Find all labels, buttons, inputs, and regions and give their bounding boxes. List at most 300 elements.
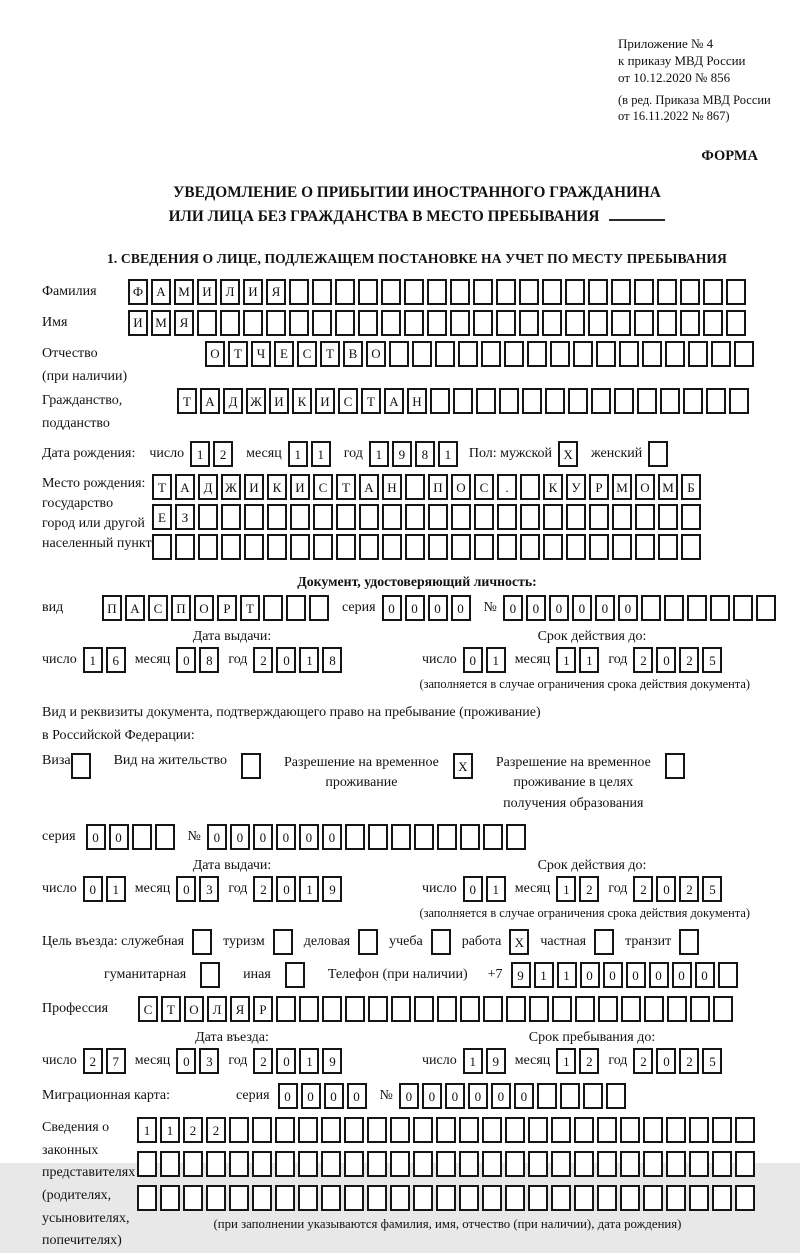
char-box[interactable] [241,753,261,779]
char-box[interactable] [321,1117,341,1143]
char-box[interactable]: А [175,474,195,500]
char-box[interactable] [679,929,699,955]
char-box[interactable] [367,1185,387,1211]
char-box[interactable]: 8 [322,647,342,673]
char-box[interactable]: М [612,474,632,500]
char-box[interactable] [575,996,595,1022]
char-box[interactable] [687,595,707,621]
char-box[interactable] [594,929,614,955]
char-box[interactable] [710,595,730,621]
char-box[interactable] [506,824,526,850]
char-box[interactable] [404,310,424,336]
char-box[interactable]: . [497,474,517,500]
char-box[interactable] [552,996,572,1022]
char-box[interactable] [244,534,264,560]
char-box[interactable] [657,310,677,336]
char-box[interactable] [358,929,378,955]
char-box[interactable] [289,279,309,305]
char-box[interactable] [620,1185,640,1211]
char-box[interactable]: Р [217,595,237,621]
char-box[interactable]: 0 [253,824,273,850]
char-box[interactable] [574,1151,594,1177]
char-box[interactable] [71,753,91,779]
char-box[interactable]: 2 [253,876,273,902]
char-box[interactable] [390,1185,410,1211]
char-box[interactable]: П [102,595,122,621]
char-box[interactable]: 1 [486,876,506,902]
char-box[interactable] [175,534,195,560]
char-box[interactable] [551,1151,571,1177]
char-box[interactable] [634,279,654,305]
char-box[interactable] [666,1185,686,1211]
char-box[interactable] [520,504,540,530]
char-box[interactable]: У [566,474,586,500]
char-box[interactable] [689,1185,709,1211]
char-box[interactable] [643,1185,663,1211]
char-box[interactable] [198,534,218,560]
char-box[interactable] [566,534,586,560]
char-box[interactable]: О [451,474,471,500]
char-box[interactable]: 0 [626,962,646,988]
char-box[interactable] [574,1117,594,1143]
char-box[interactable] [504,341,524,367]
char-box[interactable] [566,504,586,530]
char-box[interactable] [312,279,332,305]
char-box[interactable] [390,1151,410,1177]
char-box[interactable] [137,1151,157,1177]
char-box[interactable]: X [558,441,578,467]
char-box[interactable] [243,310,263,336]
char-box[interactable] [198,504,218,530]
char-box[interactable]: 0 [299,824,319,850]
char-box[interactable] [390,1117,410,1143]
char-box[interactable]: 1 [556,1048,576,1074]
char-box[interactable]: Ж [221,474,241,500]
char-box[interactable] [542,279,562,305]
char-box[interactable] [496,310,516,336]
char-box[interactable] [621,996,641,1022]
char-box[interactable] [183,1185,203,1211]
char-box[interactable] [597,1117,617,1143]
char-box[interactable]: Я [266,279,286,305]
char-box[interactable] [614,388,634,414]
char-box[interactable]: 1 [190,441,210,467]
char-box[interactable]: С [297,341,317,367]
char-box[interactable]: А [359,474,379,500]
char-box[interactable]: 1 [160,1117,180,1143]
char-box[interactable] [641,595,661,621]
char-box[interactable]: Б [681,474,701,500]
char-box[interactable] [542,310,562,336]
char-box[interactable] [505,1185,525,1211]
char-box[interactable]: Т [240,595,260,621]
char-box[interactable] [430,388,450,414]
char-box[interactable] [229,1151,249,1177]
char-box[interactable] [160,1151,180,1177]
char-box[interactable]: 1 [299,876,319,902]
char-box[interactable] [734,341,754,367]
char-box[interactable] [321,1151,341,1177]
char-box[interactable] [221,534,241,560]
char-box[interactable]: Е [274,341,294,367]
char-box[interactable] [729,388,749,414]
char-box[interactable]: 0 [595,595,615,621]
char-box[interactable] [299,996,319,1022]
char-box[interactable]: Р [253,996,273,1022]
char-box[interactable] [413,1185,433,1211]
char-box[interactable] [436,1151,456,1177]
char-box[interactable]: 2 [253,647,273,673]
char-box[interactable] [458,341,478,367]
char-box[interactable]: 2 [679,647,699,673]
char-box[interactable] [733,595,753,621]
char-box[interactable]: 0 [649,962,669,988]
char-box[interactable] [285,962,305,988]
char-box[interactable]: Д [223,388,243,414]
char-box[interactable] [680,310,700,336]
char-box[interactable] [344,1151,364,1177]
char-box[interactable]: 1 [534,962,554,988]
char-box[interactable] [643,1117,663,1143]
char-box[interactable] [451,534,471,560]
char-box[interactable] [309,595,329,621]
char-box[interactable] [252,1151,272,1177]
char-box[interactable] [690,996,710,1022]
char-box[interactable]: 9 [392,441,412,467]
char-box[interactable] [459,1117,479,1143]
char-box[interactable]: 0 [451,595,471,621]
char-box[interactable] [545,388,565,414]
char-box[interactable]: А [200,388,220,414]
char-box[interactable] [634,310,654,336]
char-box[interactable] [414,996,434,1022]
char-box[interactable] [137,1185,157,1211]
char-box[interactable]: 1 [369,441,389,467]
char-box[interactable] [606,1083,626,1109]
char-box[interactable] [589,504,609,530]
char-box[interactable]: З [175,504,195,530]
char-box[interactable] [358,310,378,336]
char-box[interactable] [321,1185,341,1211]
char-box[interactable] [689,1117,709,1143]
char-box[interactable]: 0 [301,1083,321,1109]
char-box[interactable] [658,534,678,560]
char-box[interactable] [527,341,547,367]
char-box[interactable] [273,929,293,955]
char-box[interactable]: П [428,474,448,500]
char-box[interactable]: 0 [276,876,296,902]
char-box[interactable] [428,534,448,560]
char-box[interactable] [637,388,657,414]
char-box[interactable] [437,996,457,1022]
char-box[interactable] [389,341,409,367]
char-box[interactable] [391,824,411,850]
char-box[interactable] [713,996,733,1022]
char-box[interactable]: О [366,341,386,367]
char-box[interactable] [391,996,411,1022]
char-box[interactable] [459,1185,479,1211]
char-box[interactable] [519,310,539,336]
char-box[interactable]: 2 [679,876,699,902]
char-box[interactable]: Т [177,388,197,414]
char-box[interactable] [290,504,310,530]
char-box[interactable] [506,996,526,1022]
char-box[interactable] [635,534,655,560]
char-box[interactable]: 0 [468,1083,488,1109]
char-box[interactable]: 5 [702,876,722,902]
char-box[interactable] [405,474,425,500]
char-box[interactable] [290,534,310,560]
char-box[interactable] [565,279,585,305]
char-box[interactable] [597,1185,617,1211]
char-box[interactable]: И [315,388,335,414]
char-box[interactable] [597,1151,617,1177]
char-box[interactable]: 0 [526,595,546,621]
char-box[interactable] [229,1117,249,1143]
char-box[interactable] [192,929,212,955]
char-box[interactable] [344,1117,364,1143]
char-box[interactable] [648,441,668,467]
char-box[interactable]: 1 [579,647,599,673]
char-box[interactable] [712,1151,732,1177]
char-box[interactable] [381,310,401,336]
char-box[interactable]: М [174,279,194,305]
char-box[interactable] [266,310,286,336]
char-box[interactable] [568,388,588,414]
char-box[interactable] [413,1151,433,1177]
char-box[interactable]: 2 [579,876,599,902]
char-box[interactable] [368,824,388,850]
char-box[interactable]: Л [207,996,227,1022]
char-box[interactable] [482,1117,502,1143]
char-box[interactable]: 1 [311,441,331,467]
char-box[interactable] [460,996,480,1022]
char-box[interactable] [160,1185,180,1211]
char-box[interactable] [688,341,708,367]
char-box[interactable] [551,1117,571,1143]
char-box[interactable]: 2 [206,1117,226,1143]
char-box[interactable]: Ф [128,279,148,305]
char-box[interactable]: 0 [276,1048,296,1074]
char-box[interactable]: 0 [276,647,296,673]
char-box[interactable] [620,1117,640,1143]
char-box[interactable] [712,1185,732,1211]
char-box[interactable]: 0 [603,962,623,988]
char-box[interactable] [132,824,152,850]
char-box[interactable]: 0 [514,1083,534,1109]
char-box[interactable] [497,534,517,560]
char-box[interactable]: 3 [199,1048,219,1074]
char-box[interactable] [313,534,333,560]
char-box[interactable] [298,1151,318,1177]
char-box[interactable] [313,504,333,530]
char-box[interactable] [565,310,585,336]
char-box[interactable] [596,341,616,367]
char-box[interactable]: 1 [299,647,319,673]
char-box[interactable]: С [474,474,494,500]
char-box[interactable] [359,534,379,560]
char-box[interactable] [528,1117,548,1143]
char-box[interactable] [428,504,448,530]
char-box[interactable] [574,1185,594,1211]
char-box[interactable]: К [292,388,312,414]
char-box[interactable] [427,279,447,305]
char-box[interactable]: 9 [322,876,342,902]
char-box[interactable]: 2 [633,647,653,673]
char-box[interactable]: 0 [656,1048,676,1074]
char-box[interactable]: 1 [83,647,103,673]
char-box[interactable] [358,279,378,305]
char-box[interactable] [220,310,240,336]
char-box[interactable]: 8 [415,441,435,467]
char-box[interactable] [528,1151,548,1177]
char-box[interactable]: 1 [556,647,576,673]
char-box[interactable]: 0 [176,876,196,902]
char-box[interactable] [680,279,700,305]
char-box[interactable] [642,341,662,367]
char-box[interactable]: 7 [106,1048,126,1074]
char-box[interactable] [611,310,631,336]
char-box[interactable] [263,595,283,621]
char-box[interactable] [345,996,365,1022]
char-box[interactable]: X [453,753,473,779]
char-box[interactable] [435,341,455,367]
char-box[interactable]: И [243,279,263,305]
char-box[interactable]: Р [589,474,609,500]
char-box[interactable] [505,1151,525,1177]
char-box[interactable] [726,279,746,305]
char-box[interactable] [197,310,217,336]
char-box[interactable]: 0 [445,1083,465,1109]
char-box[interactable]: Ч [251,341,271,367]
char-box[interactable]: 0 [276,824,296,850]
char-box[interactable]: 8 [199,647,219,673]
char-box[interactable] [483,996,503,1022]
char-box[interactable]: Т [361,388,381,414]
char-box[interactable] [367,1151,387,1177]
char-box[interactable] [711,341,731,367]
char-box[interactable]: 0 [463,647,483,673]
char-box[interactable] [289,310,309,336]
char-box[interactable] [706,388,726,414]
char-box[interactable] [560,1083,580,1109]
char-box[interactable]: М [151,310,171,336]
char-box[interactable]: 0 [176,647,196,673]
char-box[interactable] [483,824,503,850]
char-box[interactable]: 0 [491,1083,511,1109]
char-box[interactable] [382,534,402,560]
char-box[interactable]: О [184,996,204,1022]
char-box[interactable] [591,388,611,414]
char-box[interactable]: 6 [106,647,126,673]
char-box[interactable] [275,1151,295,1177]
char-box[interactable]: 3 [199,876,219,902]
char-box[interactable]: 0 [322,824,342,850]
char-box[interactable]: 1 [299,1048,319,1074]
char-box[interactable] [474,534,494,560]
char-box[interactable]: К [267,474,287,500]
char-box[interactable] [712,1117,732,1143]
char-box[interactable] [206,1151,226,1177]
char-box[interactable] [276,996,296,1022]
char-box[interactable] [520,474,540,500]
char-box[interactable] [612,534,632,560]
char-box[interactable] [382,504,402,530]
char-box[interactable] [666,1117,686,1143]
char-box[interactable] [665,753,685,779]
char-box[interactable]: Т [152,474,172,500]
char-box[interactable]: С [338,388,358,414]
char-box[interactable]: 0 [405,595,425,621]
char-box[interactable]: 0 [207,824,227,850]
char-box[interactable] [336,504,356,530]
char-box[interactable] [381,279,401,305]
char-box[interactable]: С [148,595,168,621]
char-box[interactable]: Ж [246,388,266,414]
char-box[interactable] [427,310,447,336]
char-box[interactable] [436,1117,456,1143]
char-box[interactable] [312,310,332,336]
char-box[interactable]: 0 [463,876,483,902]
char-box[interactable] [359,504,379,530]
char-box[interactable]: И [290,474,310,500]
char-box[interactable]: Т [336,474,356,500]
char-box[interactable] [335,279,355,305]
char-box[interactable] [583,1083,603,1109]
char-box[interactable]: С [138,996,158,1022]
char-box[interactable]: 0 [503,595,523,621]
char-box[interactable]: 9 [322,1048,342,1074]
char-box[interactable] [368,996,388,1022]
char-box[interactable]: 0 [382,595,402,621]
char-box[interactable]: 2 [253,1048,273,1074]
char-box[interactable] [681,534,701,560]
char-box[interactable] [252,1117,272,1143]
char-box[interactable]: А [125,595,145,621]
char-box[interactable] [229,1185,249,1211]
char-box[interactable] [703,279,723,305]
char-box[interactable]: 2 [183,1117,203,1143]
char-box[interactable] [200,962,220,988]
char-box[interactable]: 5 [702,647,722,673]
char-box[interactable] [367,1117,387,1143]
char-box[interactable] [529,996,549,1022]
char-box[interactable]: 0 [422,1083,442,1109]
char-box[interactable] [473,310,493,336]
char-box[interactable] [482,1151,502,1177]
char-box[interactable]: 2 [633,876,653,902]
char-box[interactable] [252,1185,272,1211]
char-box[interactable] [436,1185,456,1211]
char-box[interactable]: 1 [463,1048,483,1074]
char-box[interactable]: 0 [324,1083,344,1109]
char-box[interactable]: 0 [278,1083,298,1109]
char-box[interactable]: 2 [213,441,233,467]
char-box[interactable]: Н [407,388,427,414]
char-box[interactable]: А [384,388,404,414]
char-box[interactable]: П [171,595,191,621]
char-box[interactable]: 0 [347,1083,367,1109]
char-box[interactable]: 2 [83,1048,103,1074]
char-box[interactable] [718,962,738,988]
char-box[interactable] [335,310,355,336]
char-box[interactable] [476,388,496,414]
char-box[interactable] [450,279,470,305]
char-box[interactable] [344,1185,364,1211]
char-box[interactable] [522,388,542,414]
char-box[interactable]: М [658,474,678,500]
char-box[interactable] [405,504,425,530]
